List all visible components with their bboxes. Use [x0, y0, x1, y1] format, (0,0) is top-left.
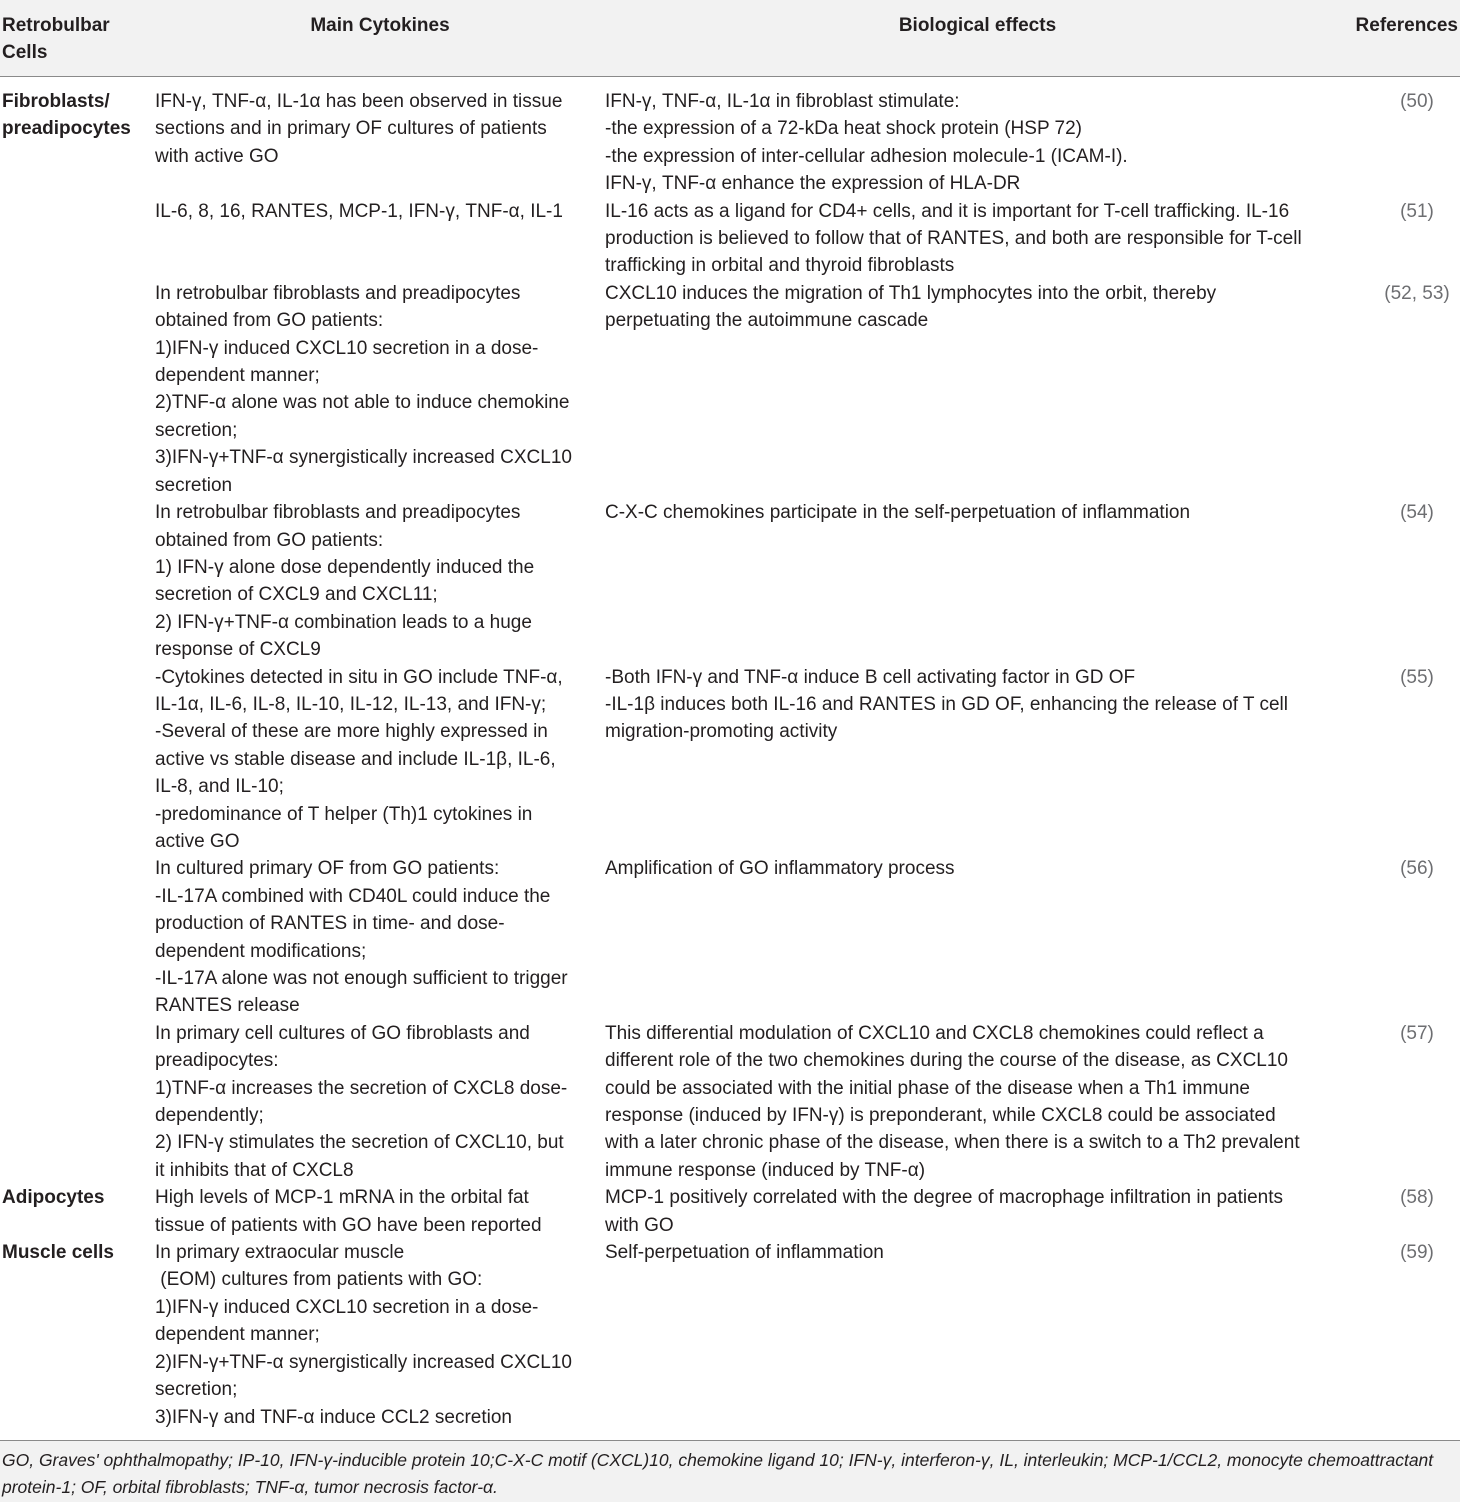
cytokine-line: In cultured primary OF from GO patients:	[155, 858, 500, 880]
reference-link[interactable]: (55)	[1400, 666, 1434, 688]
cytokine-line: secretion	[155, 474, 233, 496]
effect-line: trafficking in orbital and thyroid fibroblasts	[605, 255, 955, 277]
reference-link[interactable]: (57)	[1400, 1022, 1434, 1044]
cell-retrobulbar-group	[0, 1184, 155, 1239]
cytokine-line: obtained from GO patients:	[155, 529, 384, 551]
header-main-cytokines: Main Cytokines	[155, 0, 605, 77]
cell-main-cytokines	[155, 855, 605, 1019]
cytokine-line: IFN-γ, TNF-α, IL-1α has been observed in tissue	[155, 91, 563, 112]
cytokine-line: 3)IFN-γ+TNF-α synergistically increased CXCL10	[155, 447, 572, 469]
table-row	[0, 1239, 1460, 1431]
cell-biological-effects	[605, 1020, 1350, 1184]
cell-biological-effects	[605, 1184, 1350, 1239]
cytokine-line: 1) IFN-γ alone dose dependently induced the	[155, 556, 535, 578]
cytokine-line: 1)IFN-γ induced CXCL10 secretion in a dose-	[155, 337, 539, 359]
effect-line: Self-perpetuation of inflammation	[605, 1242, 884, 1264]
table-body	[0, 77, 1460, 1431]
cytokine-line: 1)IFN-γ induced CXCL10 secretion in a dose-	[155, 1296, 539, 1318]
effect-line: immune response (induced by TNF-α)	[605, 1159, 926, 1181]
effect-line: IL-16 acts as a ligand for CD4+ cells, and it is important for T-cell trafficking. IL-16	[605, 200, 1290, 222]
cytokine-line: 2) IFN-γ+TNF-α combination leads to a huge	[155, 611, 532, 633]
cytokine-line: In primary cell cultures of GO fibroblasts and	[155, 1022, 530, 1044]
table-row	[0, 77, 1460, 198]
cell-main-cytokines	[155, 1020, 605, 1184]
effect-line: response (induced by IFN-γ) is preponderant, while CXCL8 could be associated	[605, 1105, 1276, 1127]
effect-line: could be associated with the initial phase of the disease when a Th1 immune	[605, 1077, 1250, 1099]
table-row	[0, 1184, 1460, 1239]
table-row	[0, 280, 1460, 499]
effect-line: with a later chronic phase of the disease, when there is a switch to a Th2 prevalent	[605, 1132, 1300, 1154]
cytokine-line: IL-8, and IL-10;	[155, 776, 284, 798]
cell-retrobulbar-group	[0, 198, 155, 280]
cytokine-line: IL-6, 8, 16, RANTES, MCP-1, IFN-γ, TNF-α, IL-1	[155, 200, 563, 222]
cell-biological-effects	[605, 855, 1350, 1019]
cytokine-line: preadipocytes:	[155, 1050, 279, 1072]
cytokine-line: IL-1α, IL-6, IL-8, IL-10, IL-12, IL-13, and IFN-γ;	[155, 693, 547, 715]
table-row	[0, 1020, 1460, 1184]
cytokine-line: 2)TNF-α alone was not able to induce chemokine	[155, 392, 570, 414]
cytokine-line: dependent modifications;	[155, 940, 367, 962]
cytokine-line: dependent manner;	[155, 365, 320, 387]
cytokine-line: High levels of MCP-1 mRNA in the orbital fat	[155, 1187, 529, 1209]
effect-line: IFN-γ, TNF-α, IL-1α in fibroblast stimulate:	[605, 91, 960, 112]
group-label: Muscle cells	[2, 1242, 114, 1264]
table-row	[0, 664, 1460, 856]
cell-main-cytokines	[155, 77, 605, 198]
header-biological-effects: Biological effects	[605, 0, 1350, 77]
cytokine-line: dependent manner;	[155, 1324, 320, 1346]
header-retrobulbar-cells: Retrobulbar Cells	[0, 0, 155, 77]
cytokine-line: (EOM) cultures from patients with GO:	[155, 1269, 483, 1291]
cell-main-cytokines	[155, 664, 605, 856]
cytokine-line: In primary extraocular muscle	[155, 1242, 405, 1264]
reference-link[interactable]: (50)	[1400, 91, 1434, 112]
effect-line: -the expression of inter-cellular adhesion molecule-1 (ICAM-I).	[605, 145, 1128, 167]
cell-biological-effects	[605, 77, 1350, 198]
cell-retrobulbar-group	[0, 499, 155, 663]
cell-main-cytokines	[155, 499, 605, 663]
cytokine-line: response of CXCL9	[155, 639, 321, 661]
group-label: Adipocytes	[2, 1187, 105, 1209]
cell-retrobulbar-group	[0, 855, 155, 1019]
reference-link[interactable]: (52, 53)	[1384, 282, 1450, 304]
reference-link[interactable]: (51)	[1400, 200, 1434, 222]
cell-retrobulbar-group	[0, 1239, 155, 1431]
effect-line: C-X-C chemokines participate in the self-perpetuation of inflammation	[605, 502, 1191, 524]
cell-retrobulbar-group	[0, 1020, 155, 1184]
reference-link[interactable]: (54)	[1400, 502, 1434, 524]
effect-line: Amplification of GO inflammatory process	[605, 858, 955, 880]
cytokine-line: with active GO	[155, 145, 279, 167]
cell-main-cytokines	[155, 1239, 605, 1431]
effect-line: with GO	[605, 1214, 674, 1236]
cytokine-line: active GO	[155, 830, 240, 852]
cell-biological-effects	[605, 499, 1350, 663]
cell-retrobulbar-group	[0, 664, 155, 856]
cell-biological-effects	[605, 280, 1350, 499]
effect-line: -Both IFN-γ and TNF-α induce B cell activating factor in GD OF	[605, 666, 1136, 688]
group-label: Fibroblasts/ preadipocytes	[2, 91, 131, 140]
footnote-line: GO, Graves' ophthalmopathy; IP-10, IFN-γ-inducible protein 10;C-X-C motif (CXCL)10, chemokine ligand 10; IFN-γ, interferon-γ, IL, interleukin; MCP-1/CCL2, monocyte chemoattractant	[2, 1450, 1434, 1470]
cytokine-line: -Cytokines detected in situ in GO include TNF-α,	[155, 666, 563, 688]
effect-line: perpetuating the autoimmune cascade	[605, 310, 929, 332]
cytokine-line: 2)IFN-γ+TNF-α synergistically increased CXCL10	[155, 1351, 572, 1373]
effect-line: This differential modulation of CXCL10 and CXCL8 chemokines could reflect a	[605, 1022, 1264, 1044]
cytokine-line: -Several of these are more highly expressed in	[155, 721, 548, 743]
table-row	[0, 198, 1460, 280]
effect-line: production is believed to follow that of RANTES, and both are responsible for T-cell	[605, 228, 1302, 250]
cell-biological-effects	[605, 664, 1350, 856]
cell-main-cytokines	[155, 198, 605, 280]
table-row	[0, 499, 1460, 663]
header-references: References	[1350, 0, 1460, 77]
effect-line: -the expression of a 72-kDa heat shock protein (HSP 72)	[605, 118, 1083, 140]
effect-line: MCP-1 positively correlated with the degree of macrophage infiltration in patients	[605, 1187, 1284, 1209]
cytokine-line: active vs stable disease and include IL-1β, IL-6,	[155, 748, 556, 770]
table-header-row	[0, 0, 1460, 77]
cytokine-line: 3)IFN-γ and TNF-α induce CCL2 secretion	[155, 1406, 512, 1428]
cell-biological-effects	[605, 198, 1350, 280]
table-row	[0, 855, 1460, 1019]
cytokine-line: In retrobulbar fibroblasts and preadipocytes	[155, 282, 521, 304]
reference-link[interactable]: (58)	[1400, 1187, 1434, 1209]
cytokine-line: 2) IFN-γ stimulates the secretion of CXCL10, but	[155, 1132, 564, 1154]
cytokine-line: production of RANTES in time- and dose-	[155, 913, 505, 935]
cell-main-cytokines	[155, 280, 605, 499]
reference-link[interactable]: (59)	[1400, 1242, 1434, 1264]
table-footnote	[0, 1440, 1460, 1502]
effect-line: CXCL10 induces the migration of Th1 lymphocytes into the orbit, thereby	[605, 282, 1217, 304]
cytokine-line: it inhibits that of CXCL8	[155, 1159, 354, 1181]
cell-retrobulbar-group	[0, 77, 155, 198]
effect-line: -IL-1β induces both IL-16 and RANTES in GD OF, enhancing the release of T cell	[605, 693, 1288, 715]
cell-biological-effects	[605, 1239, 1350, 1431]
cytokine-line: obtained from GO patients:	[155, 310, 384, 332]
cytokine-line: In retrobulbar fibroblasts and preadipocytes	[155, 502, 521, 524]
effect-line: IFN-γ, TNF-α enhance the expression of HLA-DR	[605, 173, 1021, 195]
cytokine-line: -IL-17A combined with CD40L could induce the	[155, 885, 551, 907]
cytokine-line: -predominance of T helper (Th)1 cytokines in	[155, 803, 533, 825]
effect-line: migration-promoting activity	[605, 721, 838, 743]
cytokine-line: sections and in primary OF cultures of patients	[155, 118, 547, 140]
footnote-line: protein-1; OF, orbital fibroblasts; TNF-α, tumor necrosis factor-α.	[2, 1477, 498, 1497]
cytokine-line: secretion of CXCL9 and CXCL11;	[155, 584, 438, 606]
cytokine-line: RANTES release	[155, 995, 300, 1017]
cytokine-line: 1)TNF-α increases the secretion of CXCL8 dose-	[155, 1077, 568, 1099]
cell-main-cytokines	[155, 1184, 605, 1239]
reference-link[interactable]: (56)	[1400, 858, 1434, 880]
cytokine-line: secretion;	[155, 1379, 238, 1401]
cytokine-line: tissue of patients with GO have been reported	[155, 1214, 542, 1236]
cytokine-line: secretion;	[155, 419, 238, 441]
cytokine-line: dependently;	[155, 1105, 264, 1127]
cytokine-line: -IL-17A alone was not enough sufficient to trigger	[155, 968, 568, 989]
cell-retrobulbar-group	[0, 280, 155, 499]
effect-line: different role of the two chemokines during the course of the disease, as CXCL10	[605, 1050, 1288, 1072]
